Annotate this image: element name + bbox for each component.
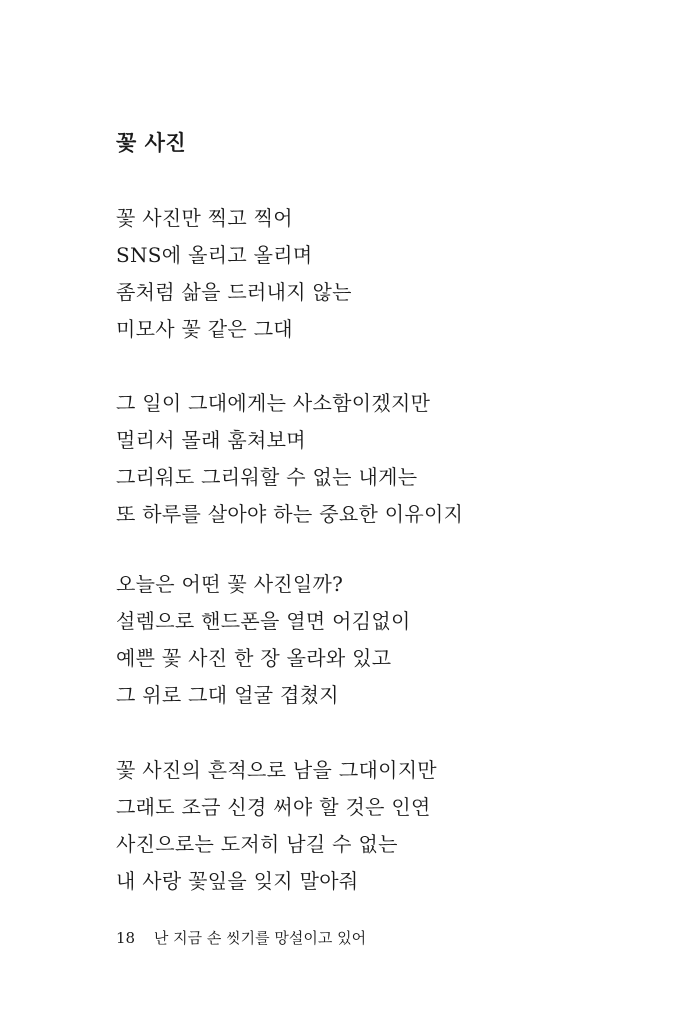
poem-line: 또 하루를 살아야 하는 중요한 이유이지 [116,502,464,526]
poem-title: 꽃 사진 [116,131,187,155]
stanza-4 [116,752,437,900]
poem-line: 그래도 조금 신경 써야 할 것은 인연 [116,795,431,819]
poem-line: 내 사랑 꽃잎을 잊지 말아줘 [116,869,359,893]
poem-line: 그 일이 그대에게는 사소함이겠지만 [116,391,431,415]
stanza-3 [116,566,411,714]
poem-line: 오늘은 어떤 꽃 사진일까? [116,572,344,596]
poem-line: 꽃 사진의 흔적으로 남을 그대이지만 [116,758,437,782]
poem-line: 좀처럼 삶을 드러내지 않는 [116,280,352,304]
poem-line: 그리워도 그리워할 수 없는 내게는 [116,465,418,489]
page-footer [116,928,366,948]
stanza-2 [116,385,463,533]
page-number: 18 [116,929,136,947]
poem-line: 예쁜 꽃 사진 한 장 올라와 있고 [116,646,392,670]
poem-line: SNS에 올리고 올리며 [116,243,313,267]
poem-line: 꽃 사진만 찍고 찍어 [116,206,293,230]
poem-line: 사진으로는 도저히 남길 수 없는 [116,832,398,856]
poem-line: 멀리서 몰래 훔쳐보며 [116,428,306,452]
running-book-title: 난 지금 손 씻기를 망설이고 있어 [153,929,367,947]
poem-line: 그 위로 그대 얼굴 겹쳤지 [116,683,339,707]
stanza-1 [116,200,352,348]
poem-line: 설렘으로 핸드폰을 열면 어김없이 [116,609,411,633]
poem-line: 미모사 꽃 같은 그대 [116,317,293,341]
